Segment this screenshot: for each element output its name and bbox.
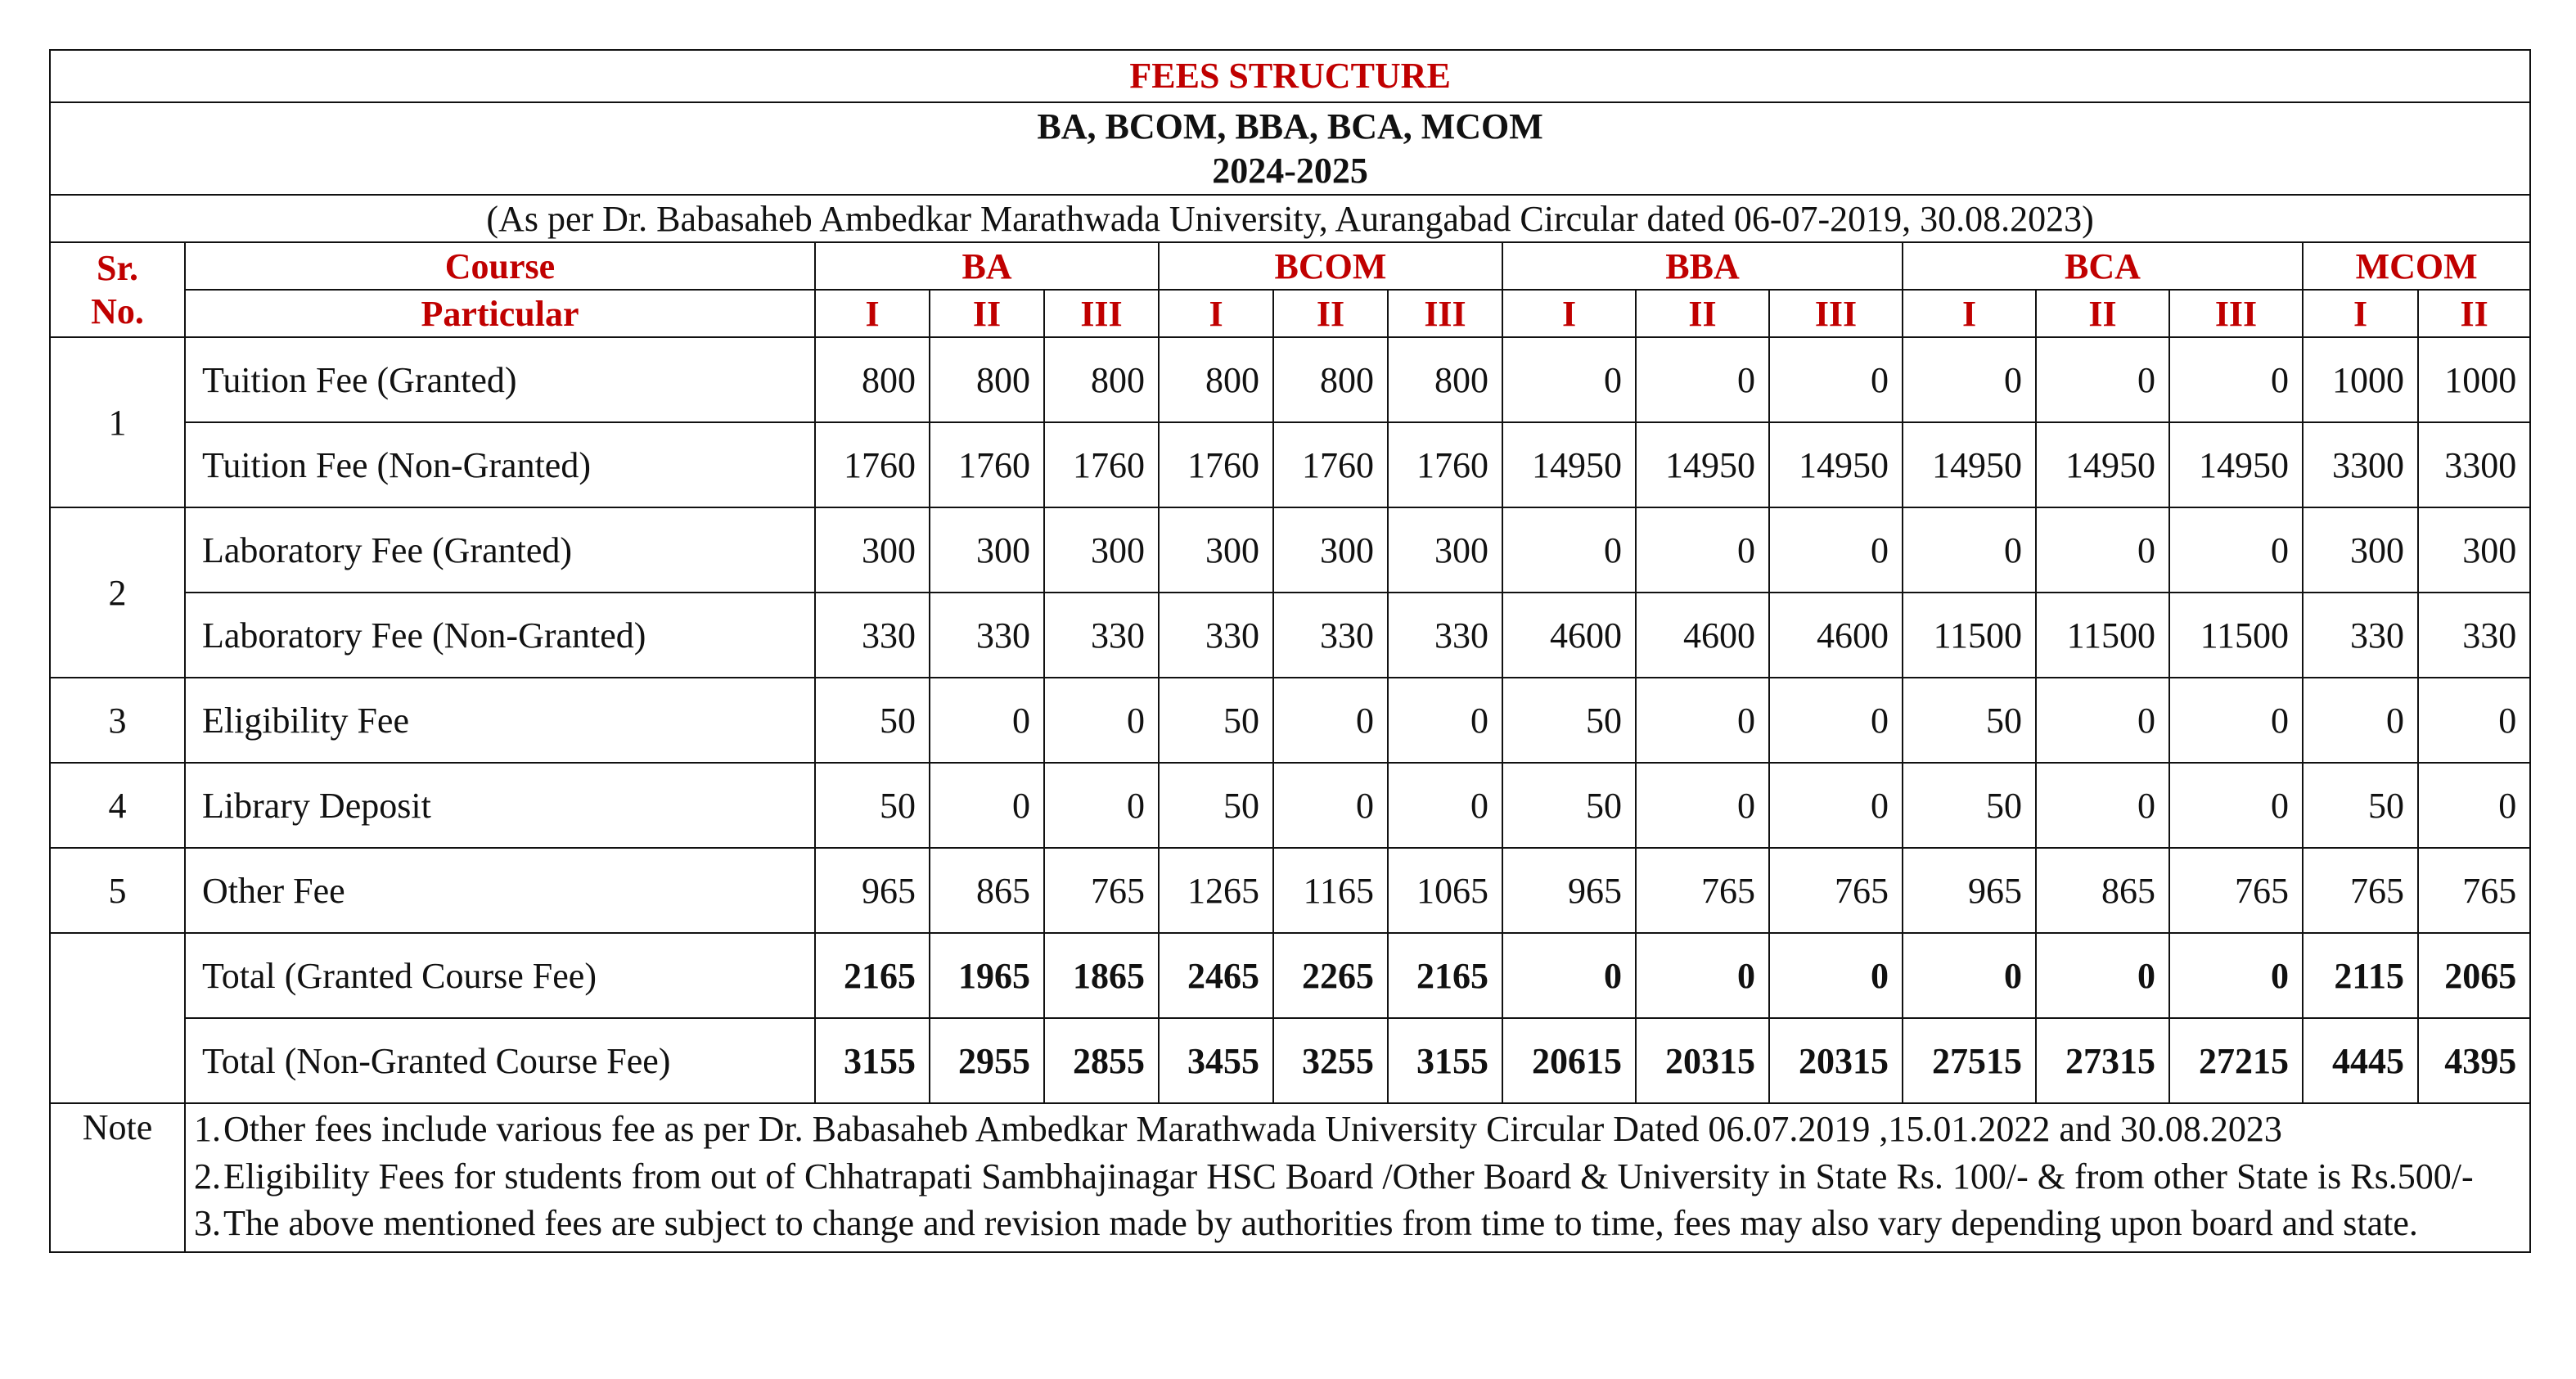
year-header: II — [930, 290, 1044, 337]
note-item-number: 1. — [194, 1109, 221, 1150]
year-header: I — [1903, 290, 2036, 337]
fee-value-cell: 330 — [815, 593, 930, 678]
course-header-mcom: MCOM — [2303, 242, 2530, 290]
fee-value-cell: 0 — [2036, 933, 2169, 1018]
note-label: Note — [50, 1103, 185, 1252]
fee-value-cell: 1760 — [1044, 422, 1159, 507]
fee-value-cell: 27215 — [2169, 1018, 2303, 1103]
note-item-text: Other fees include various fee as per Dr. Babasaheb Ambedkar Marathwada University Circular Dated 06.07.2019 ,15.01.2022 and 30.08.2023 — [223, 1109, 2282, 1150]
fee-value-cell: 330 — [930, 593, 1044, 678]
fee-value-cell: 1065 — [1388, 848, 1502, 933]
fee-value-cell: 2855 — [1044, 1018, 1159, 1103]
fee-value-cell: 765 — [2169, 848, 2303, 933]
note-item — [194, 1106, 2513, 1152]
year-header: II — [1273, 290, 1388, 337]
course-header-bcom: BCOM — [1159, 242, 1502, 290]
fee-value-cell: 2165 — [815, 933, 930, 1018]
fee-value-cell: 0 — [2036, 507, 2169, 593]
table-row — [50, 1018, 2530, 1103]
fee-value-cell: 0 — [2036, 337, 2169, 422]
fee-value-cell: 800 — [1159, 337, 1273, 422]
year-header: III — [1388, 290, 1502, 337]
sr-no-cell: 2 — [50, 507, 185, 678]
particular-cell: Library Deposit — [185, 763, 815, 848]
fee-value-cell: 0 — [2036, 763, 2169, 848]
fee-value-cell: 14950 — [1903, 422, 2036, 507]
fee-value-cell: 3300 — [2418, 422, 2530, 507]
fee-value-cell: 2165 — [1388, 933, 1502, 1018]
fee-value-cell: 1760 — [1273, 422, 1388, 507]
fee-value-cell: 800 — [815, 337, 930, 422]
fee-value-cell: 50 — [1159, 678, 1273, 763]
fee-value-cell: 4600 — [1769, 593, 1903, 678]
fee-value-cell: 50 — [1502, 678, 1636, 763]
fee-value-cell: 2955 — [930, 1018, 1044, 1103]
fee-value-cell: 0 — [1502, 507, 1636, 593]
fee-value-cell: 0 — [1903, 337, 2036, 422]
fee-value-cell: 0 — [2169, 678, 2303, 763]
fee-value-cell: 3155 — [1388, 1018, 1502, 1103]
fee-value-cell: 20315 — [1769, 1018, 1903, 1103]
note-item — [194, 1200, 2513, 1246]
fee-value-cell: 300 — [1159, 507, 1273, 593]
fee-value-cell: 0 — [1903, 933, 2036, 1018]
fee-value-cell: 3300 — [2303, 422, 2418, 507]
course-header-bba: BBA — [1502, 242, 1903, 290]
sr-no-cell: 5 — [50, 848, 185, 933]
fee-value-cell: 2465 — [1159, 933, 1273, 1018]
fee-value-cell: 300 — [1044, 507, 1159, 593]
particular-cell: Eligibility Fee — [185, 678, 815, 763]
fee-value-cell: 50 — [1903, 763, 2036, 848]
fee-value-cell: 330 — [2303, 593, 2418, 678]
table-title: FEES STRUCTURE — [50, 50, 2530, 102]
fee-value-cell: 27515 — [1903, 1018, 2036, 1103]
note-item — [194, 1153, 2513, 1200]
fee-value-cell: 0 — [930, 763, 1044, 848]
fee-value-cell: 0 — [1636, 763, 1769, 848]
fee-value-cell: 1000 — [2418, 337, 2530, 422]
year-header: II — [2418, 290, 2530, 337]
academic-year: 2024-2025 — [1212, 150, 1368, 191]
fee-value-cell: 765 — [2303, 848, 2418, 933]
year-header: III — [2169, 290, 2303, 337]
fee-value-cell: 0 — [1044, 763, 1159, 848]
note-content — [185, 1103, 2530, 1252]
note-item-text: The above mentioned fees are subject to change and revision made by authorities from time to time, fees may also vary depending upon board and state. — [223, 1202, 2418, 1243]
fee-value-cell: 50 — [1159, 763, 1273, 848]
fee-value-cell: 14950 — [2169, 422, 2303, 507]
fee-value-cell: 0 — [1769, 507, 1903, 593]
fee-value-cell: 0 — [1636, 678, 1769, 763]
table-row — [50, 337, 2530, 422]
table-row — [50, 593, 2530, 678]
fee-value-cell: 865 — [2036, 848, 2169, 933]
year-header: II — [2036, 290, 2169, 337]
table-row — [50, 933, 2530, 1018]
note-item-number: 2. — [194, 1156, 221, 1196]
fee-value-cell: 0 — [1636, 933, 1769, 1018]
fee-value-cell: 14950 — [1502, 422, 1636, 507]
fee-value-cell: 800 — [1273, 337, 1388, 422]
fee-value-cell: 0 — [1273, 678, 1388, 763]
fee-value-cell: 27315 — [2036, 1018, 2169, 1103]
fee-value-cell: 965 — [1502, 848, 1636, 933]
fee-value-cell: 0 — [2169, 933, 2303, 1018]
fee-value-cell: 0 — [1769, 337, 1903, 422]
fee-value-cell: 965 — [1903, 848, 2036, 933]
fee-value-cell: 965 — [815, 848, 930, 933]
fee-value-cell: 2115 — [2303, 933, 2418, 1018]
fee-value-cell: 0 — [1273, 763, 1388, 848]
year-header: III — [1044, 290, 1159, 337]
table-row — [50, 848, 2530, 933]
year-header: I — [1159, 290, 1273, 337]
course-header-ba: BA — [815, 242, 1159, 290]
fee-value-cell: 0 — [2169, 337, 2303, 422]
fees-structure-table — [49, 49, 2531, 1253]
fee-value-cell: 765 — [1769, 848, 1903, 933]
fee-value-cell: 4445 — [2303, 1018, 2418, 1103]
fee-value-cell: 0 — [2169, 507, 2303, 593]
fee-value-cell: 14950 — [2036, 422, 2169, 507]
fee-value-cell: 300 — [2418, 507, 2530, 593]
fee-value-cell: 0 — [1636, 337, 1769, 422]
fee-value-cell: 300 — [1388, 507, 1502, 593]
fee-value-cell: 50 — [1903, 678, 2036, 763]
fee-value-cell: 1165 — [1273, 848, 1388, 933]
course-header-bca: BCA — [1903, 242, 2303, 290]
table-row — [50, 678, 2530, 763]
note-row — [50, 1103, 2530, 1252]
particular-cell: Total (Granted Course Fee) — [185, 933, 815, 1018]
fee-value-cell: 800 — [1388, 337, 1502, 422]
year-header: I — [1502, 290, 1636, 337]
year-header: III — [1769, 290, 1903, 337]
circular-reference: (As per Dr. Babasaheb Ambedkar Marathwada University, Aurangabad Circular dated 06-07-2019, 30.08.2023) — [50, 195, 2530, 242]
fee-value-cell: 0 — [1044, 678, 1159, 763]
fee-value-cell: 3255 — [1273, 1018, 1388, 1103]
fee-value-cell: 50 — [815, 763, 930, 848]
fee-value-cell: 0 — [2418, 678, 2530, 763]
particular-cell: Total (Non-Granted Course Fee) — [185, 1018, 815, 1103]
fee-value-cell: 0 — [1502, 337, 1636, 422]
fee-value-cell: 0 — [2303, 678, 2418, 763]
year-header: I — [2303, 290, 2418, 337]
fee-value-cell: 0 — [930, 678, 1044, 763]
particular-cell: Laboratory Fee (Granted) — [185, 507, 815, 593]
particular-cell: Tuition Fee (Granted) — [185, 337, 815, 422]
fee-value-cell: 50 — [1502, 763, 1636, 848]
fee-value-cell: 300 — [930, 507, 1044, 593]
note-item-number: 3. — [194, 1202, 221, 1243]
sr-no-cell: 1 — [50, 337, 185, 507]
courses-line: BA, BCOM, BBA, BCA, MCOM — [1037, 106, 1543, 146]
fee-value-cell: 1760 — [815, 422, 930, 507]
fee-value-cell: 1760 — [1159, 422, 1273, 507]
fee-value-cell: 0 — [2418, 763, 2530, 848]
particular-cell: Laboratory Fee (Non-Granted) — [185, 593, 815, 678]
fee-value-cell: 14950 — [1769, 422, 1903, 507]
fee-value-cell: 300 — [1273, 507, 1388, 593]
fee-value-cell: 11500 — [2169, 593, 2303, 678]
fee-value-cell: 330 — [1273, 593, 1388, 678]
fee-value-cell: 20315 — [1636, 1018, 1769, 1103]
fee-value-cell: 800 — [930, 337, 1044, 422]
fee-value-cell: 330 — [1044, 593, 1159, 678]
fee-value-cell: 0 — [1769, 763, 1903, 848]
fee-value-cell: 0 — [2169, 763, 2303, 848]
particular-cell: Other Fee — [185, 848, 815, 933]
fee-value-cell: 3155 — [815, 1018, 930, 1103]
fee-value-cell: 0 — [1769, 933, 1903, 1018]
fee-value-cell: 765 — [1636, 848, 1769, 933]
fee-value-cell: 0 — [1636, 507, 1769, 593]
note-item-text: Eligibility Fees for students from out of Chhatrapati Sambhajinagar HSC Board /Other Board & University in State Rs. 100/- & from other State is Rs.500/- — [223, 1156, 2474, 1196]
fee-value-cell: 800 — [1044, 337, 1159, 422]
fee-value-cell: 765 — [2418, 848, 2530, 933]
fee-value-cell: 330 — [1388, 593, 1502, 678]
fee-value-cell: 4600 — [1636, 593, 1769, 678]
sr-header-top: Sr. — [97, 247, 138, 288]
table-row — [50, 763, 2530, 848]
sr-no-cell — [50, 933, 185, 1103]
fee-value-cell: 20615 — [1502, 1018, 1636, 1103]
sr-header-bottom: No. — [91, 291, 144, 332]
sr-no-cell: 3 — [50, 678, 185, 763]
fee-value-cell: 765 — [1044, 848, 1159, 933]
fee-value-cell: 330 — [1159, 593, 1273, 678]
table-row — [50, 422, 2530, 507]
fee-value-cell: 2065 — [2418, 933, 2530, 1018]
fee-value-cell: 330 — [2418, 593, 2530, 678]
fee-value-cell: 0 — [1502, 933, 1636, 1018]
fee-value-cell: 4600 — [1502, 593, 1636, 678]
fee-value-cell: 1265 — [1159, 848, 1273, 933]
sr-no-cell: 4 — [50, 763, 185, 848]
fee-value-cell: 14950 — [1636, 422, 1769, 507]
fee-value-cell: 0 — [1903, 507, 2036, 593]
fee-value-cell: 865 — [930, 848, 1044, 933]
fee-value-cell: 11500 — [2036, 593, 2169, 678]
fee-value-cell: 1760 — [930, 422, 1044, 507]
year-header: II — [1636, 290, 1769, 337]
fee-value-cell: 0 — [1388, 763, 1502, 848]
year-header: I — [815, 290, 930, 337]
table-row — [50, 507, 2530, 593]
fee-value-cell: 1000 — [2303, 337, 2418, 422]
fee-value-cell: 4395 — [2418, 1018, 2530, 1103]
fee-value-cell: 11500 — [1903, 593, 2036, 678]
fee-value-cell: 50 — [815, 678, 930, 763]
fee-value-cell: 1965 — [930, 933, 1044, 1018]
fee-value-cell: 0 — [2036, 678, 2169, 763]
fee-value-cell: 1760 — [1388, 422, 1502, 507]
fee-value-cell: 1865 — [1044, 933, 1159, 1018]
fee-value-cell: 0 — [1388, 678, 1502, 763]
sr-no-header — [50, 242, 185, 337]
fee-value-cell: 300 — [815, 507, 930, 593]
subtitle-block — [50, 102, 2530, 195]
fee-value-cell: 50 — [2303, 763, 2418, 848]
fee-value-cell: 0 — [1769, 678, 1903, 763]
fee-value-cell: 2265 — [1273, 933, 1388, 1018]
particular-header: Particular — [185, 290, 815, 337]
fee-value-cell: 300 — [2303, 507, 2418, 593]
fee-value-cell: 3455 — [1159, 1018, 1273, 1103]
course-header: Course — [185, 242, 815, 290]
particular-cell: Tuition Fee (Non-Granted) — [185, 422, 815, 507]
